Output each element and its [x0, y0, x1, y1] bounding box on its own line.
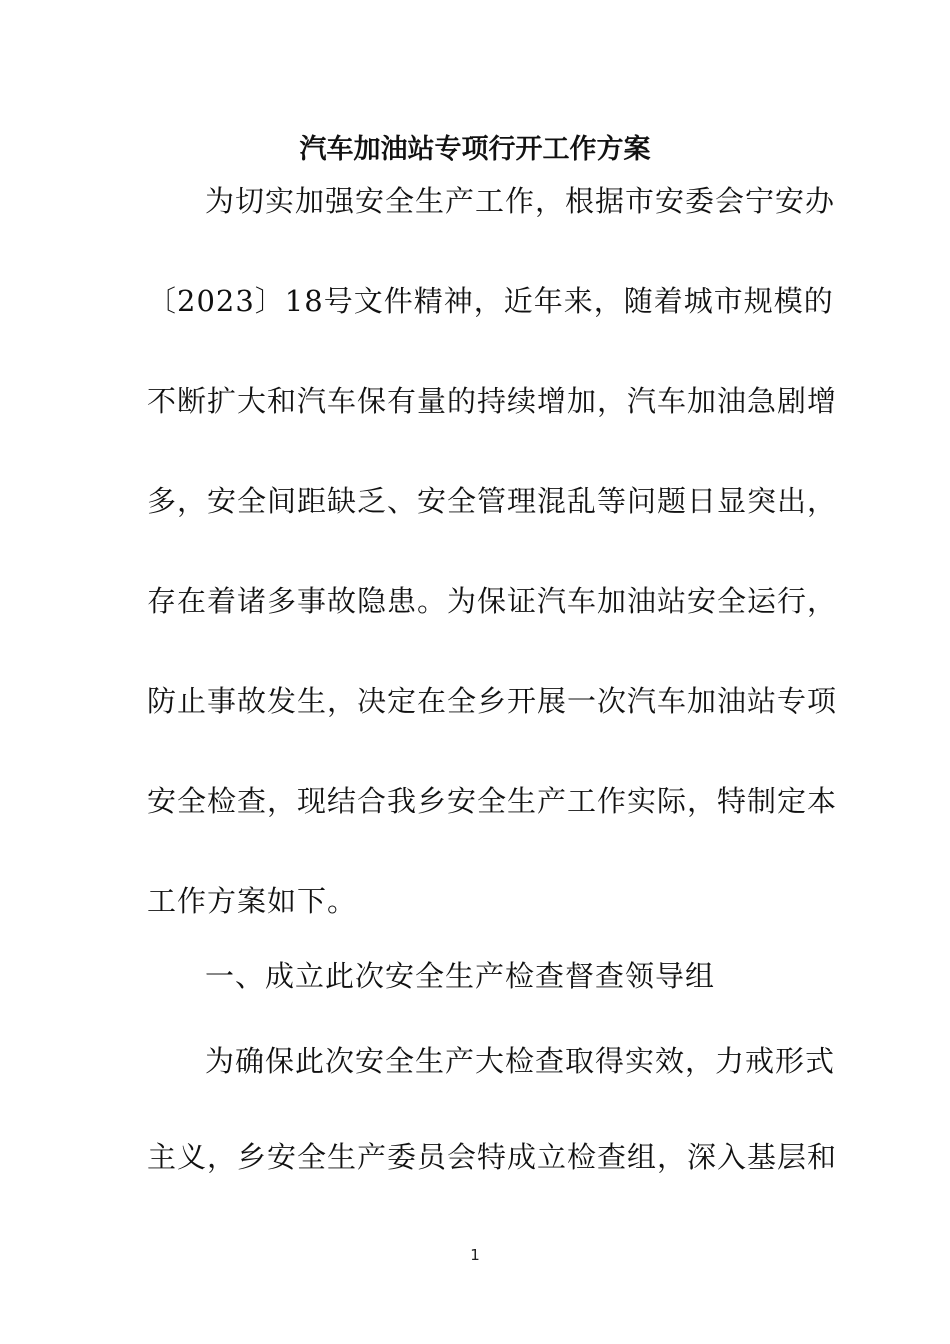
paragraph-line: 多，安全间距缺乏、安全管理混乱等问题日显突出，	[147, 484, 838, 518]
paragraph-line: 安全检查，现结合我乡安全生产工作实际，特制定本	[147, 784, 838, 818]
page-number: 1	[470, 1246, 480, 1264]
paragraph-line: 〔2023〕18号文件精神，近年来，随着城市规模的	[147, 284, 834, 318]
paragraph-line: 为切实加强安全生产工作，根据市安委会宁安办	[205, 184, 836, 218]
document-title: 汽车加油站专项行开工作方案	[299, 134, 651, 165]
paragraph-line: 为确保此次安全生产大检查取得实效，力戒形式	[205, 1044, 836, 1078]
paragraph-line: 不断扩大和汽车保有量的持续增加，汽车加油急剧增	[147, 384, 838, 418]
paragraph-line: 工作方案如下。	[147, 884, 358, 918]
paragraph-line: 存在着诸多事故隐患。为保证汽车加油站安全运行，	[147, 584, 838, 618]
section-heading: 一、成立此次安全生产检查督查领导组	[205, 959, 716, 993]
paragraph-line: 主义，乡安全生产委员会特成立检查组，深入基层和	[147, 1140, 838, 1174]
paragraph-line: 防止事故发生，决定在全乡开展一次汽车加油站专项	[147, 684, 838, 718]
